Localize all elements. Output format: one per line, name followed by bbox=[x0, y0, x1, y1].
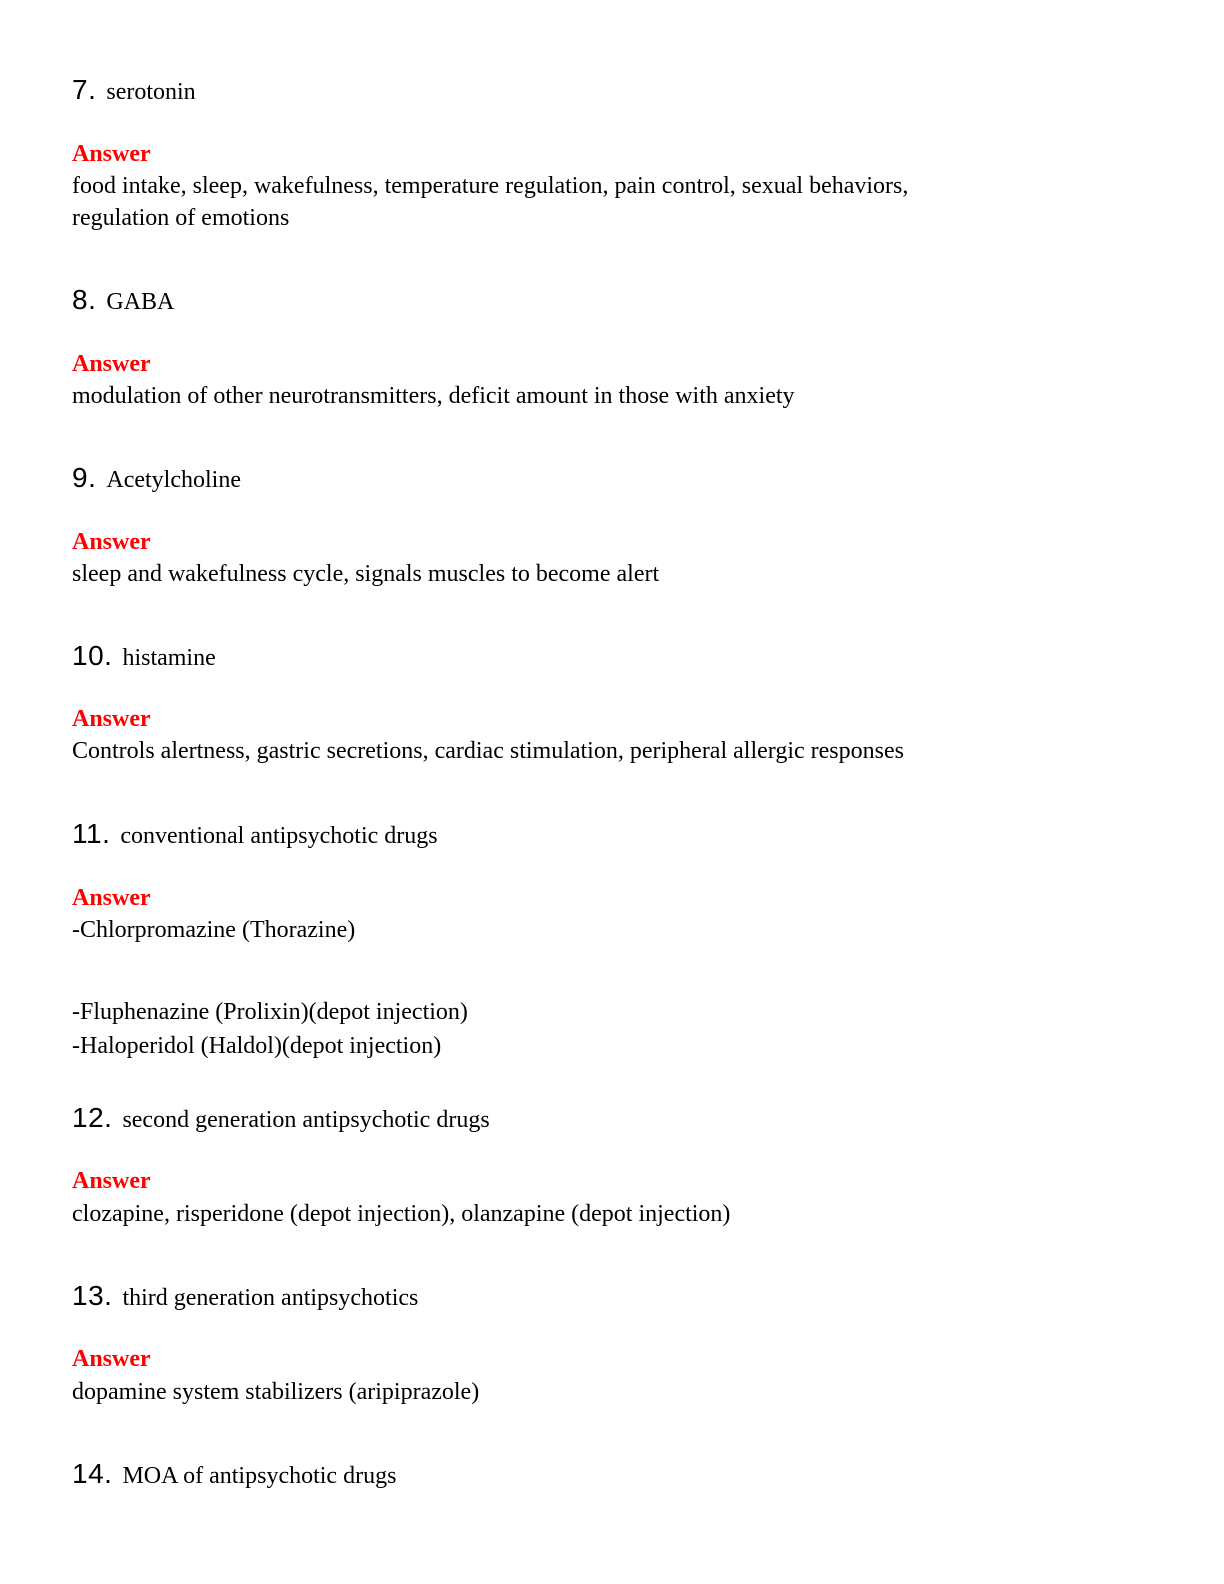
question-14 bbox=[72, 1458, 396, 1490]
question-term: GABA bbox=[106, 289, 175, 315]
answer-label: Answer bbox=[72, 351, 151, 377]
answer-label: Answer bbox=[72, 529, 151, 555]
question-number: 8. bbox=[72, 284, 97, 315]
question-term: second generation antipsychotic drugs bbox=[122, 1107, 490, 1133]
answer-text: -Fluphenazine (Prolixin)(depot injection) bbox=[72, 999, 468, 1025]
answer-text: -Haloperidol (Haldol)(depot injection) bbox=[72, 1033, 442, 1059]
question-9 bbox=[72, 462, 241, 494]
question-term: serotonin bbox=[106, 79, 196, 105]
answer-text: Controls alertness, gastric secretions, cardiac stimulation, peripheral allergic responses bbox=[72, 738, 904, 764]
answer-text: regulation of emotions bbox=[72, 205, 290, 231]
question-12 bbox=[72, 1102, 490, 1134]
question-8 bbox=[72, 284, 174, 316]
question-term: MOA of antipsychotic drugs bbox=[122, 1463, 397, 1489]
question-number: 14. bbox=[72, 1458, 113, 1489]
answer-label: Answer bbox=[72, 1168, 151, 1194]
question-term: Acetylcholine bbox=[106, 467, 241, 493]
question-11 bbox=[72, 818, 438, 850]
question-number: 11. bbox=[72, 818, 111, 849]
answer-label: Answer bbox=[72, 1346, 151, 1372]
answer-text: -Chlorpromazine (Thorazine) bbox=[72, 917, 356, 943]
answer-text: sleep and wakefulness cycle, signals muscles to become alert bbox=[72, 561, 660, 587]
answer-label: Answer bbox=[72, 885, 151, 911]
question-10 bbox=[72, 640, 216, 672]
question-number: 12. bbox=[72, 1102, 113, 1133]
answer-label: Answer bbox=[72, 141, 151, 167]
question-number: 10. bbox=[72, 640, 113, 671]
question-term: conventional antipsychotic drugs bbox=[120, 823, 438, 849]
answer-text: food intake, sleep, wakefulness, temperature regulation, pain control, sexual behaviors, bbox=[72, 173, 909, 199]
question-number: 7. bbox=[72, 74, 97, 105]
question-7 bbox=[72, 74, 196, 106]
question-number: 13. bbox=[72, 1280, 113, 1311]
answer-text: dopamine system stabilizers (aripiprazole) bbox=[72, 1379, 480, 1405]
answer-text: modulation of other neurotransmitters, deficit amount in those with anxiety bbox=[72, 383, 795, 409]
question-number: 9. bbox=[72, 462, 97, 493]
question-13 bbox=[72, 1280, 418, 1312]
answer-text: clozapine, risperidone (depot injection), olanzapine (depot injection) bbox=[72, 1201, 731, 1227]
answer-label: Answer bbox=[72, 706, 151, 732]
question-term: histamine bbox=[122, 645, 216, 671]
question-term: third generation antipsychotics bbox=[122, 1285, 419, 1311]
